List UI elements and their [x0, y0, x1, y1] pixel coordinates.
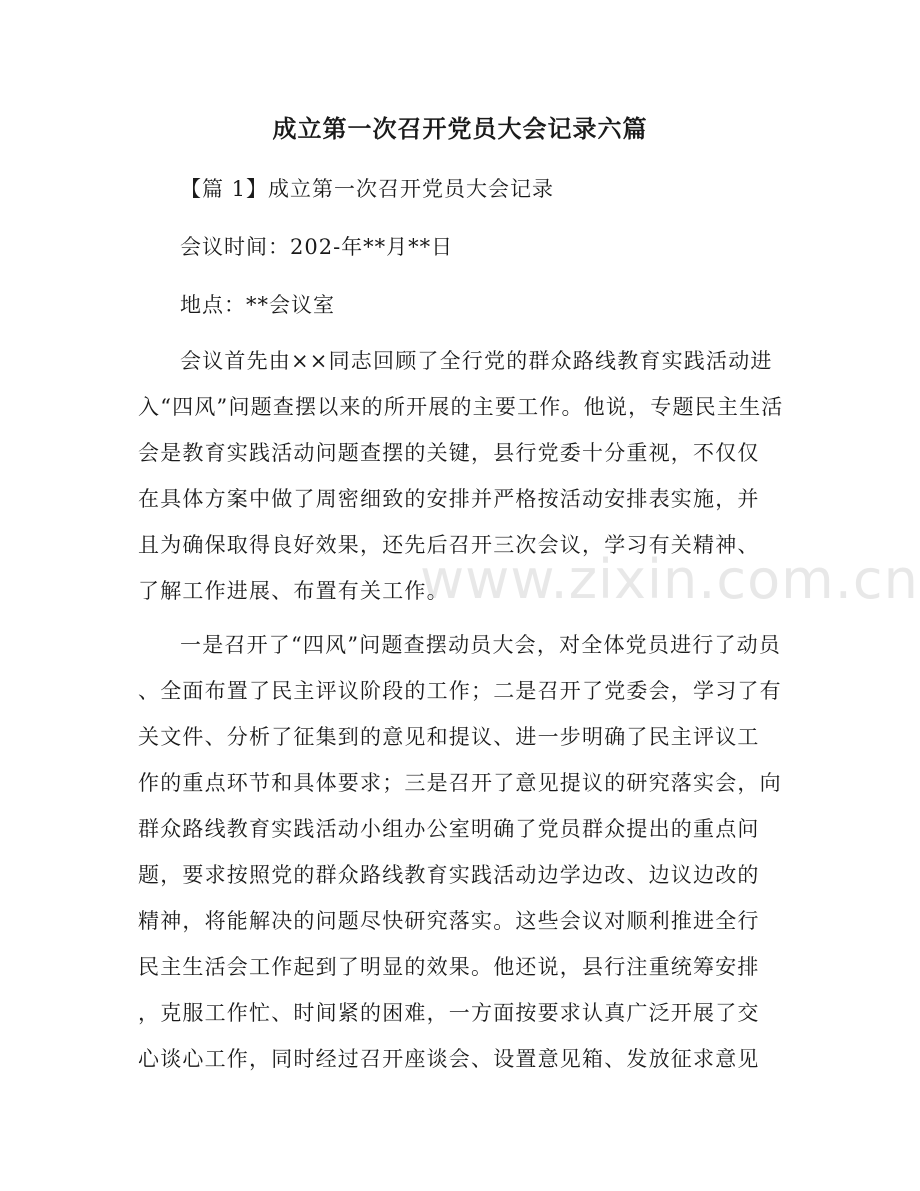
- paragraph-line: ，克服工作忙、时间紧的困难，一方面按要求认真广泛开展了交: [138, 1001, 760, 1025]
- paragraph-line: 精神，将能解决的问题尽快研究落实。这些会议对顺利推进全行: [138, 909, 760, 933]
- paragraph-line: 了解工作进展、布置有关工作。: [138, 579, 449, 603]
- paragraph-line: 入“四风”问题查摆以来的所开展的主要工作。他说，专题民主生活: [138, 395, 784, 419]
- paragraph-line: 且为确保取得良好效果，还先后召开三次会议，学习有关精神、: [138, 533, 760, 557]
- section-heading: 【篇 1】成立第一次召开党员大会记录: [180, 177, 555, 201]
- paragraph-line: 题，要求按照党的群众路线教育实践活动边学边改、边议边改的: [138, 863, 760, 887]
- paragraph-line: 心谈心工作，同时经过召开座谈会、设置意见箱、发放征求意见: [138, 1047, 760, 1071]
- paragraph-line: 作的重点环节和具体要求；三是召开了意见提议的研究落实会，向: [138, 771, 782, 795]
- paragraph-line: 一是召开了“四风”问题查摆动员大会，对全体党员进行了动员: [180, 633, 782, 657]
- watermark: www.zixin.com.cn: [420, 548, 919, 611]
- paragraph-line: 群众路线教育实践活动小组办公室明确了党员群众提出的重点问: [138, 817, 760, 841]
- paragraph-line: 会议首先由××同志回顾了全行党的群众路线教育实践活动进: [180, 349, 773, 373]
- meeting-time: 会议时间：202-年**月**日: [180, 235, 454, 259]
- paragraph-line: 关文件、分析了征集到的意见和提议、进一步明确了民主评议工: [138, 725, 760, 749]
- paragraph-line: 会是教育实践活动问题查摆的关键，县行党委十分重视，不仅仅: [138, 441, 760, 465]
- paragraph-line: 在具体方案中做了周密细致的安排并严格按活动安排表实施，并: [138, 487, 760, 511]
- meeting-location: 地点：**会议室: [180, 293, 335, 317]
- paragraph-line: 、全面布置了民主评议阶段的工作；二是召开了党委会，学习了有: [138, 679, 782, 703]
- document-title: 成立第一次召开党员大会记录六篇: [272, 114, 648, 143]
- paragraph-line: 民主生活会工作起到了明显的效果。他还说，县行注重统筹安排: [138, 955, 760, 979]
